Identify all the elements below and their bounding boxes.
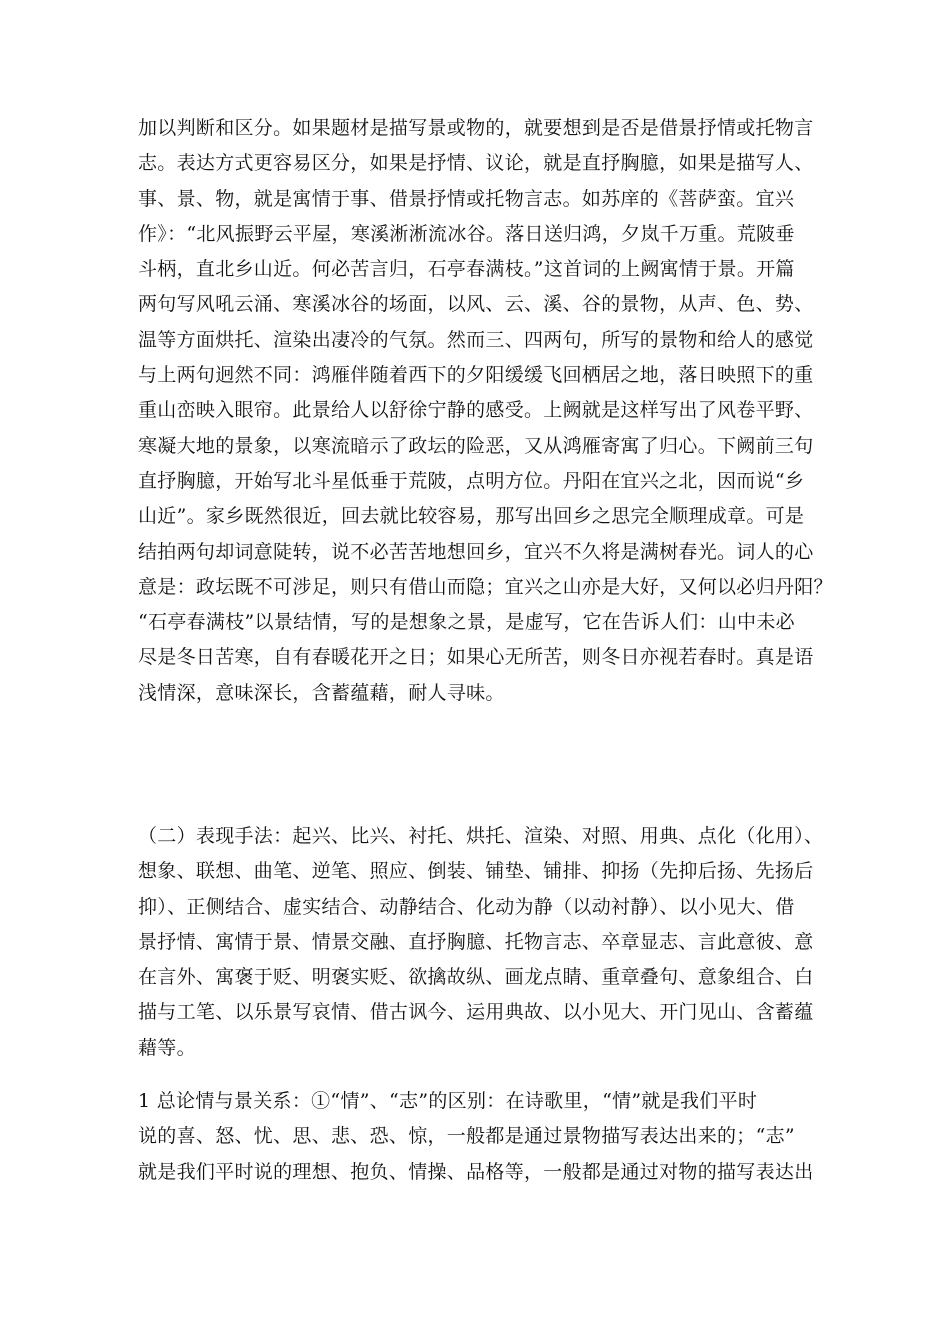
- text-line: 直抒胸臆，开始写北斗星低垂于荒陂，点明方位。丹阳在宜兴之北，因而说“乡: [138, 469, 805, 492]
- text-line: 说的喜、怒、忧、思、悲、恐、惊，一般都是通过景物描写表达出来的；“志”: [138, 1125, 795, 1148]
- paragraph-emotion-scene-relation: [138, 1084, 828, 1190]
- text-line: 浅情深，意味深长，含蓄蕴藉，耐人寻味。: [138, 681, 505, 704]
- text-line: 山近”。家乡既然很近，回去就比较容易，那写出回乡之思完全顺理成章。可是: [138, 505, 805, 528]
- text-line: 抑）、正侧结合、虚实结合、动静结合、化动为静（以动衬静）、以小见大、借: [138, 895, 795, 918]
- text-line: 加以判断和区分。如果题材是描写景或物的，就要想到是否是借景抒情或托物言: [138, 117, 814, 139]
- paragraph-expression-techniques: [138, 819, 828, 1066]
- text-line: 藉等。: [138, 1036, 196, 1059]
- text-line: 想象、联想、曲笔、逆笔、照应、倒装、铺垫、铺排、抑扬（先抑后扬、先扬后: [138, 860, 814, 883]
- text-line: 事、景、物，就是寓情于事、借景抒情或托物言志。如苏庠的《菩萨蛮。宜兴: [138, 187, 795, 210]
- text-line: 尽是冬日苦寒，自有春暖花开之日；如果心无所苦，则冬日亦视若春时。真是语: [138, 646, 814, 669]
- text-line: 结拍两句却词意陡转，说不必苦苦地想回乡，宜兴不久将是满树春光。词人的心: [138, 540, 814, 563]
- text-line: 就是我们平时说的理想、抱负、情操、品格等，一般都是通过对物的描写表达出: [138, 1160, 814, 1183]
- text-line: 景抒情、寓情于景、情景交融、直抒胸臆、托物言志、卒章显志、言此意彼、意: [138, 930, 814, 953]
- text-line: “石亭春满枝”以景结情，写的是想象之景，是虚写，它在告诉人们：山中未必: [138, 611, 795, 634]
- text-line: 1 总论情与景关系：①“情”、“志”的区别：在诗歌里，“情”就是我们平时: [138, 1090, 758, 1112]
- text-line: 志。表达方式更容易区分，如果是抒情、议论，就是直抒胸臆，如果是描写人、: [138, 152, 814, 175]
- text-line: 与上两句迥然不同：鸿雁伴随着西下的夕阳缓缓飞回栖居之地，落日映照下的重: [138, 364, 814, 387]
- text-line: 重山峦映入眼帘。此景给人以舒徐宁静的感受。上阙就是这样写出了风卷平野、: [138, 399, 814, 422]
- text-line: 两句写风吼云涌、寒溪冰谷的场面，以风、云、溪、谷的景物，从声、色、势、: [138, 293, 814, 316]
- text-line: 在言外、寓褒于贬、明褒实贬、欲擒故纵、画龙点睛、重章叠句、意象组合、白: [138, 966, 814, 989]
- text-line: 寒凝大地的景象，以寒流暗示了政坛的险恶，又从鸿雁寄寓了归心。下阙前三句: [138, 434, 814, 457]
- text-line: 描与工笔、以乐景写哀情、借古讽今、运用典故、以小见大、开门见山、含蓄蕴: [138, 1001, 814, 1024]
- text-line: （二）表现手法：起兴、比兴、衬托、烘托、渲染、对照、用典、点化（化用）、: [138, 825, 824, 847]
- text-line: 作》：“北风振野云平屋，寒溪淅淅流冰谷。落日送归鸿，夕岚千万重。荒陂垂: [138, 222, 795, 245]
- text-line: 意是：政坛既不可涉足，则只有借山而隐；宜兴之山亦是大好，又何以必归丹阳？: [138, 575, 833, 598]
- text-line: 温等方面烘托、渲染出凄冷的气氛。然而三、四两句，所写的景物和给人的感觉: [138, 328, 814, 351]
- paragraph-poem-analysis: [138, 111, 833, 711]
- text-line: 斗柄，直北乡山近。何必苦言归，石亭春满枝。”这首词的上阙寓情于景。开篇: [138, 258, 795, 281]
